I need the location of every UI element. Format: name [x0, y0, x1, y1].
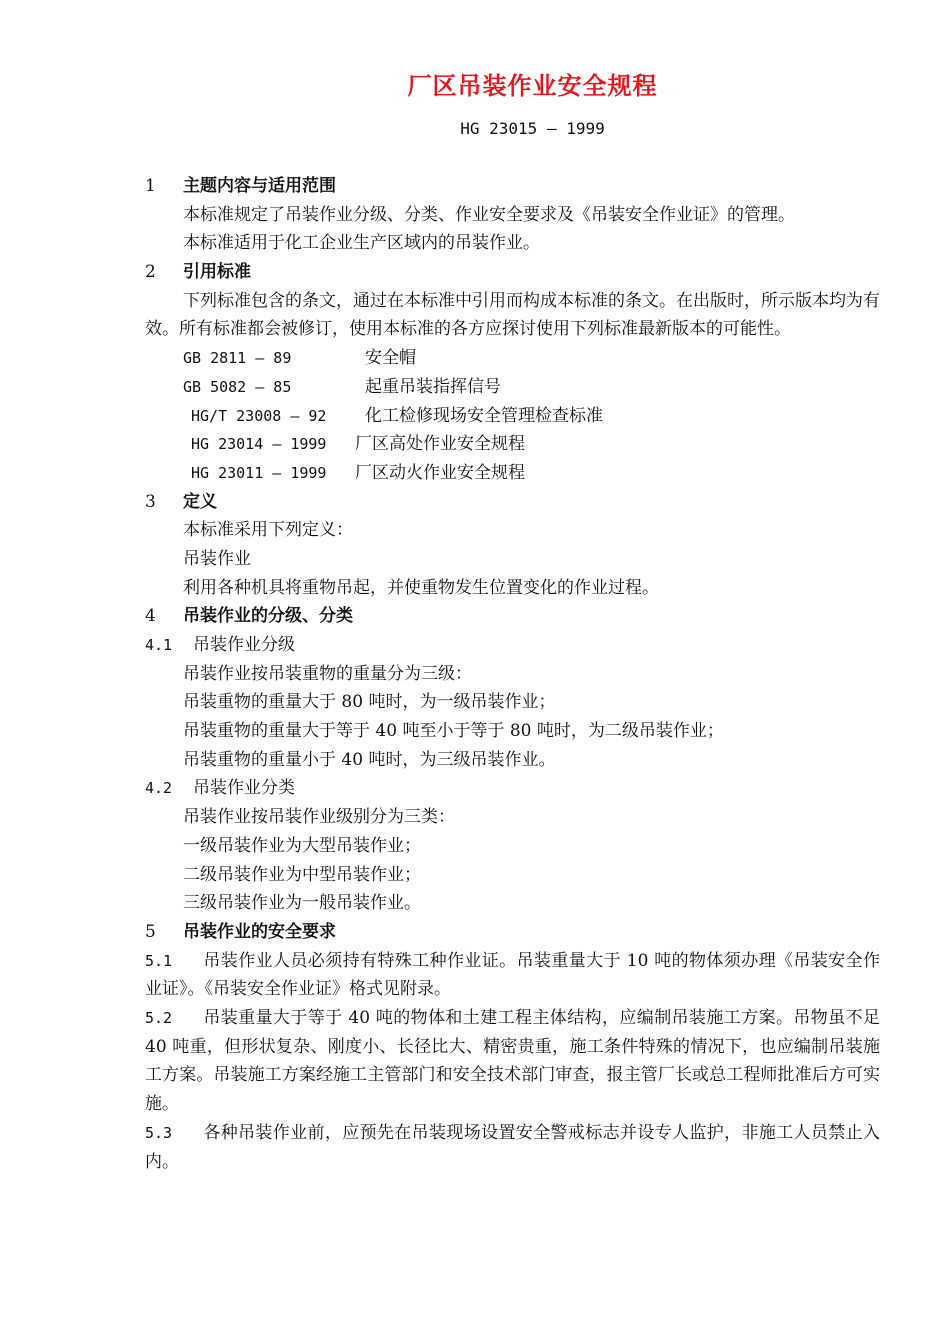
section-heading: 5 吊装作业的安全要求 — [145, 921, 336, 942]
paragraph: 吊装重物的重量大于等于 40 吨至小于等于 80 吨时，为二级吊装作业； — [183, 721, 724, 742]
paragraph: 二级吊装作业为中型吊装作业； — [183, 864, 421, 885]
paragraph: 本标准适用于化工企业生产区域内的吊装作业。 — [183, 233, 540, 254]
reference-item: HG 23011 – 1999 厂区动火作业安全规程 — [191, 462, 525, 483]
clause: 5.1 吊装作业人员必须持有特殊工种作业证。吊装重量大于 10 吨的物体须办理《吊装安全作业证》。《吊装安全作业证》格式见附录。 — [145, 950, 880, 1000]
document-body — [145, 172, 880, 1176]
paragraph: 本标准规定了吊装作业分级、分类、作业安全要求及《吊装安全作业证》的管理。 — [183, 204, 795, 225]
standard-number: HG 23015 – 1999 — [460, 119, 605, 138]
subsection-heading: 4.2 吊装作业分类 — [145, 778, 295, 799]
paragraph: 下列标准包含的条文，通过在本标准中引用而构成本标准的条文。在出版时，所示版本均为有效。所有标准都会被修订，使用本标准的各方应探讨使用下列标准最新版本的可能性。 — [145, 290, 880, 340]
section-heading: 4 吊装作业的分级、分类 — [145, 606, 353, 627]
subsection-heading: 4.1 吊装作业分级 — [145, 635, 295, 656]
paragraph: 吊装作业按吊装重物的重量分为三级： — [183, 663, 472, 684]
section-heading: 1 主题内容与适用范围 — [145, 176, 336, 196]
document-title: 厂区吊装作业安全规程 — [407, 72, 658, 100]
definition: 利用各种机具将重物吊起，并使重物发生位置变化的作业过程。 — [183, 577, 659, 598]
reference-item: HG 23014 – 1999 厂区高处作业安全规程 — [191, 434, 525, 455]
paragraph: 三级吊装作业为一般吊装作业。 — [183, 893, 421, 914]
paragraph: 吊装重物的重量小于 40 吨时，为三级吊装作业。 — [183, 749, 556, 770]
paragraph: 一级吊装作业为大型吊装作业； — [183, 835, 421, 856]
term: 吊装作业 — [183, 548, 251, 569]
paragraph: 本标准采用下列定义： — [183, 520, 353, 541]
reference-item: GB 2811 – 89 安全帽 — [183, 348, 416, 369]
reference-item: GB 5082 – 85 起重吊装指挥信号 — [183, 376, 501, 397]
section-heading: 3 定义 — [145, 491, 217, 512]
paragraph: 吊装作业按吊装作业级别分为三类： — [183, 807, 455, 828]
clause: 5.2 吊装重量大于等于 40 吨的物体和土建工程主体结构，应编制吊装施工方案。吊物虽不足 40 吨重，但形状复杂、刚度小、长径比大、精密贵重，施工条件特殊的情况下，也应编制吊装施工方案。吊装施工方案经施工主管部门和安全技术部门审查，报主管厂长或总工程师批准后方可实施。 — [145, 1008, 880, 1115]
reference-item: HG/T 23008 – 92 化工检修现场安全管理检查标准 — [191, 405, 603, 426]
clause: 5.3 各种吊装作业前，应预先在吊装现场设置安全警戒标志并设专人监护，非施工人员禁止入内。 — [145, 1122, 880, 1172]
section-heading: 2 引用标准 — [145, 262, 251, 283]
paragraph: 吊装重物的重量大于 80 吨时，为一级吊装作业； — [183, 692, 556, 713]
